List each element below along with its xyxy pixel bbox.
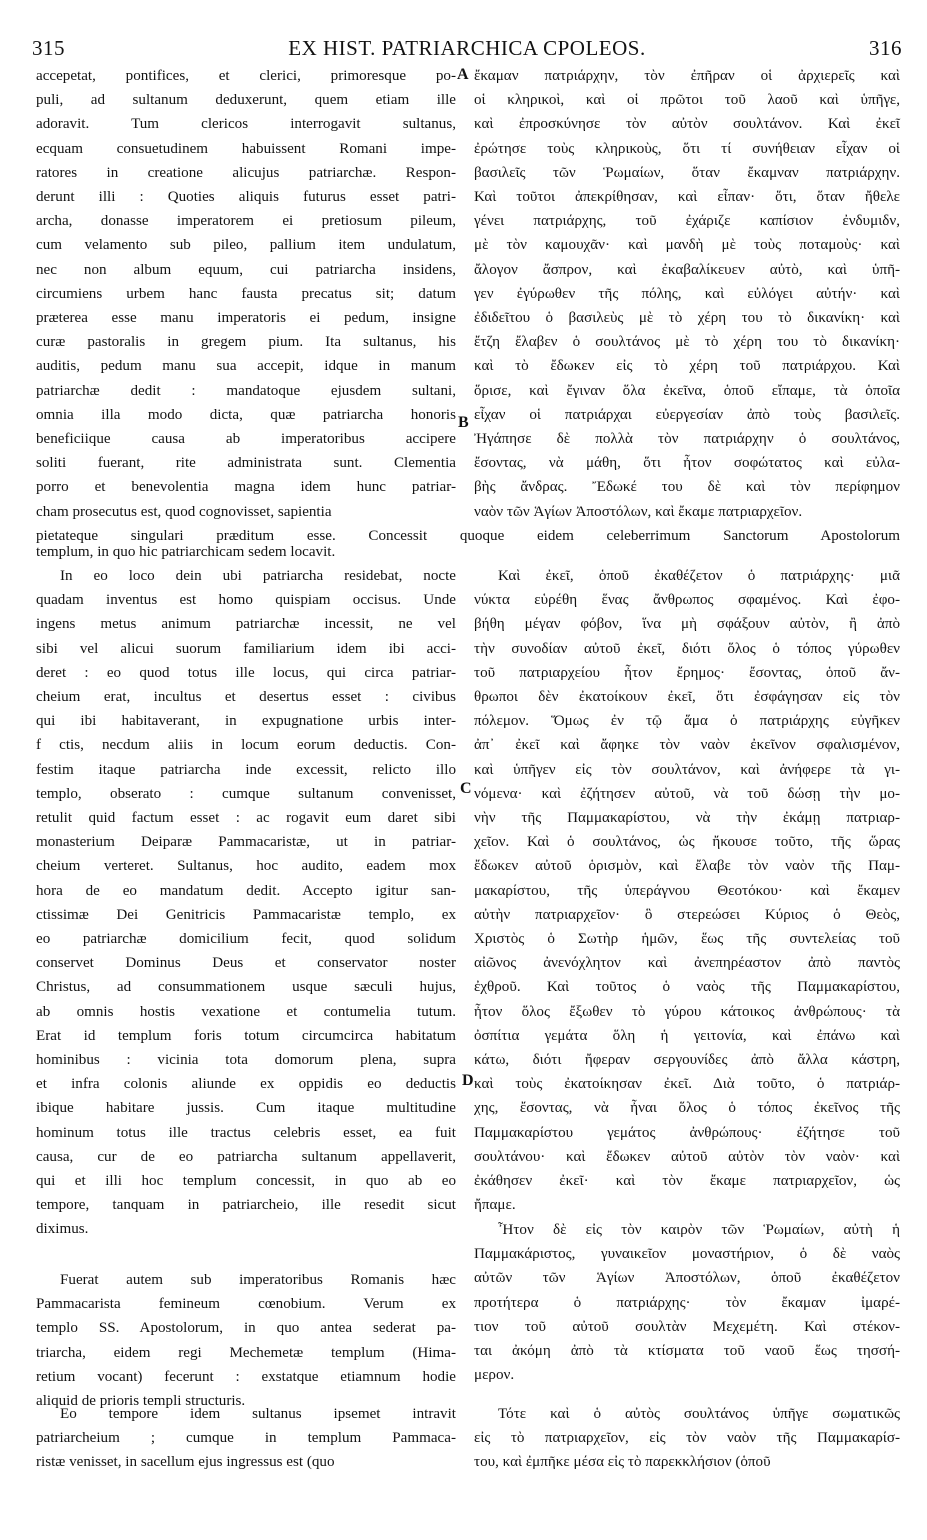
- margin-marker-c: C: [460, 780, 472, 797]
- text-line: εἰς τὸ πατριαρχεῖον, εἰς τὸν ναὸν τῆς Παμμακαρίσ-: [474, 1430, 900, 1447]
- page-number-left: 315: [32, 36, 65, 60]
- text-line: Τότε καὶ ὁ αὐτὸς σουλτάνος ὑπῆγε σωματικῶς: [498, 1406, 900, 1422]
- text-line: patriarchæ dedit : mandatoque ejusdem sultani,: [36, 382, 456, 399]
- margin-marker-a: A: [457, 66, 469, 83]
- text-line: cham prosecutus est, quod cognovisset, sapientia: [36, 503, 332, 520]
- text-line: puli, ad sultanum deduxerunt, quem etiam ille: [36, 92, 456, 109]
- page-header: [32, 36, 902, 64]
- text-line: Ἠγάπησε δὲ πολλὰ τὸν πατριάρχην ὁ σουλτάνος,: [474, 431, 900, 448]
- text-line: μακαρίστου, τῆς ὑπεράγνου Θεοτόκου· καὶ ἔκαμεν: [474, 882, 900, 899]
- text-line: τὴν συνοδίαν αὐτοῦ ἐκεῖ, διότι ὅλος ὁ τόπος γύρωθεν: [474, 640, 900, 657]
- text-line: προτήτερα ὁ πατριάρχης· τὸν ἔκαμαν ἰμαρέ-: [474, 1294, 900, 1311]
- text-line: curæ pastoralis in gregem pium. Ita sultanus, his: [36, 334, 456, 351]
- page-number-right: 316: [869, 36, 902, 60]
- text-line: f ctis, necdum aliis in locum eorum deductis. Con-: [36, 737, 456, 754]
- text-line: Παμμακαρίστου γεμάτος ἀνθρώπους· ἐζήτησε τοῦ: [474, 1124, 900, 1141]
- text-line: καὶ ὑπῆγεν εἰς τὸν σουλτάνον, καὶ ἀνήφερε τὰ γι-: [474, 761, 900, 778]
- text-line: omnia illa modo dicta, quæ patriarcha honoris: [36, 406, 456, 423]
- text-line: ἐρώτησε τοὺς κληρικοὺς, ὅτι τί συνήθειαν εἶχαν οἱ: [474, 140, 900, 157]
- text-line: eo patriarchæ domicilium fecit, quod solidum: [36, 931, 456, 948]
- text-line: αὐτῶν τῶν Ἁγίων Ἀποστόλων, ὁποῦ ἐκαθέζετον: [474, 1270, 900, 1287]
- text-line: νόμενα· καὶ ἐζήτησεν αὐτοῦ, νὰ τοῦ δώσῃ τὴν μο-: [474, 785, 900, 802]
- text-line: hominibus : vicinia tota domorum plena, supra: [36, 1052, 456, 1069]
- text-line: hora de eo mandatum dedit. Accepto igitur san-: [36, 882, 456, 899]
- text-line: ται ἀκόμη ἀπὸ τὰ κτίσματα τοῦ ναοῦ ἕως τησσή-: [474, 1343, 900, 1360]
- text-line: Παμμακάριστος, γυναικεῖον μοναστήριον, ὁ δὲ ναὸς: [474, 1246, 900, 1263]
- text-line: retium vocant) fecerunt : exstatque etiamnum hodie: [36, 1368, 456, 1385]
- text-line: patriarcheium ; cumque in templum Pammaca-: [36, 1430, 456, 1447]
- text-line: Fuerat autem sub imperatoribus Romanis hæc: [60, 1272, 456, 1288]
- text-line: πόλεμον. Ὅμως ἐν τῷ ἅμα ὁ πατριάρχης εὐγῆκεν: [474, 713, 900, 730]
- text-line: templo SS. Apostolorum, in quo antea sederat pa-: [36, 1320, 456, 1337]
- text-line: γεν ἐγύρωθεν τῆς πόλης, καὶ εὐλόγει αὐτήν· καὶ: [474, 285, 900, 302]
- text-line: diximus.: [36, 1221, 89, 1238]
- text-line: cheium verteret. Sultanus, hoc audito, eadem mox: [36, 858, 456, 875]
- text-line: archa, donasse imperatorem ei pretiosum pileum,: [36, 213, 456, 230]
- text-line: ἐκάθησεν ἐκεῖ· καὶ τὸν ἔκαμε πατριαρχεῖον, ὡς: [474, 1173, 900, 1190]
- text-line: soliti fuerant, rite administrata sunt. Clementia: [36, 455, 456, 472]
- text-line: ἔσοντας, νὰ μάθη, ὅτι ἦτον σοφώτατος καὶ εὐλα-: [474, 455, 900, 472]
- text-line: retulit quid factum esset : ac rogavit eum daret sibi: [36, 810, 456, 827]
- text-line: Christus, ad consummationem usque sæculi hujus,: [36, 979, 456, 996]
- text-line: τιον τοῦ αὐτοῦ σουλτὰν Μεχεμέτη. Καὶ στέκον-: [474, 1318, 900, 1335]
- text-line: adoravit. Tum clericos interrogavit sultanus,: [36, 116, 456, 133]
- text-line: ἤπαμε.: [474, 1197, 516, 1214]
- text-line: tempore, tanquam in patriarcheio, ille resedit sicut: [36, 1197, 456, 1214]
- text-line: καὶ ἐπροσκύνησε τὸν αὐτὸν σουλτάνον. Καὶ ἐκεῖ: [474, 116, 900, 133]
- text-line: sibi vel alicui suorum familiarium idem ibi acci-: [36, 640, 456, 657]
- latin-paragraph-1-wide-end: templum, in quo hic patriarchicam sedem locavit.: [36, 544, 336, 560]
- text-line: ἔδωκεν αὐτοῦ ὁρισμὸν, καὶ ἔλαβε τὸν ναὸν τῆς Παμ-: [474, 858, 900, 875]
- text-line: τοῦ πατριαρχείου ἦτον ἔρημος· ἔσοντας, ὁποῦ ἄν-: [474, 664, 900, 681]
- text-line: ἐδιδεῖτου ὁ βασιλεὺς μὲ τὸ χέρη του τὸ δικανίκη· καὶ: [474, 310, 900, 327]
- text-line: νύκτα εὑρέθη ἕνας ἄνθρωπος σφαμένος. Καὶ ἐφο-: [474, 592, 900, 609]
- text-line: γένει πατριάρχης, τοῦ ἐχάριζε καπίσιον ἐνδυμιδν,: [474, 213, 900, 230]
- text-line: μὲ τὸν καμουχᾶν· καὶ μανδὴ μὲ τοὺς ποταμοὺς· καὶ: [474, 237, 900, 254]
- greek-paragraph-1: [474, 64, 900, 524]
- text-line: Erat id templum foris totum circumcirca habitatum: [36, 1027, 456, 1044]
- text-line: ὅρισε, καὶ ἔγιναν ὅλα ἐκεῖνα, ὁποῦ εἴπαμε, τὰ ὁποῖα: [474, 382, 900, 399]
- text-line: præterea esse manu imperatoris ei pedum, insigne: [36, 310, 456, 327]
- text-line: ἔκαμαν πατριάρχην, τὸν ἐπῆραν οἱ ἀρχιερεῖς καὶ: [474, 68, 900, 84]
- text-line: ctissimæ Dei Genitricis Pammacaristæ templo, ex: [36, 906, 456, 923]
- text-line: et infra colonis aliunde ex oppidis eo deductis: [36, 1076, 456, 1093]
- text-line: festim itaque patriarcha inde excessit, relicto illo: [36, 761, 456, 778]
- text-line: ἀπ᾽ ἐκεῖ καὶ ἄφηκε τὸν ναὸν ἐκεῖνον σφαλισμένον,: [474, 737, 900, 754]
- text-line: triarcha, eidem regi Mechemetæ templum (Hima-: [36, 1344, 456, 1361]
- text-line: aliquid de prioris templi structuris.: [36, 1393, 246, 1410]
- text-line: κάτω, διότι ἤφεραν σεργουνίδες ἀπὸ ἄλλα κάστρη,: [474, 1052, 900, 1069]
- text-line: χεῖον. Καὶ ὁ σουλτάνος, ὡς ἤκουσε τοῦτο, τῆς ὥρας: [474, 834, 900, 851]
- text-line: auditis, pedum manu sua accepit, idque in manum: [36, 358, 456, 375]
- text-line: circumiens urbem hanc fausta precatus sit; datum: [36, 285, 456, 302]
- text-line: ecquam consuetudinem habuissent Romani impe-: [36, 140, 456, 157]
- text-line: καὶ τὸ ἔδωκεν εἰς τὸ χέρη τοῦ πατριάρχου. Καὶ: [474, 358, 900, 375]
- text-line: In eo loco dein ubi patriarcha residebat, nocte: [60, 568, 456, 584]
- text-line: σουλτάνου· καὶ ἔδωκεν αὐτοῦ αὐτὸν τὸν ναὸν· καὶ: [474, 1148, 900, 1165]
- latin-paragraph-3: [36, 1268, 456, 1413]
- text-line: Ἦτον δὲ εἰς τὸν καιρὸν τῶν Ῥωμαίων, αὐτὴ ἡ: [498, 1222, 900, 1238]
- text-line: ἐχθροῦ. Καὶ τοῦτος ὁ ναὸς τῆς Παμμακαρίστου,: [474, 979, 900, 996]
- text-line: ristæ venisset, in sacellum ejus ingressus est (quo: [36, 1454, 335, 1471]
- text-line: quadam inventus est homo quispiam occisus. Unde: [36, 592, 456, 609]
- text-line: cum velamento sub pileo, pallium item undulatum,: [36, 237, 456, 254]
- text-line: deret : eo quod totus ille locus, qui circa patriar-: [36, 664, 456, 681]
- text-line: conservet Dominus Deus et conservator noster: [36, 955, 456, 972]
- text-line: monasterium Deiparæ Pammacaristæ, ut in patriar-: [36, 834, 456, 851]
- text-line: εἶχαν οἱ πατριάρχαι εὐεργεσίαν ἀπὸ τοὺς βασιλεῖς.: [474, 406, 900, 423]
- text-line: ibique habitare jussis. Cum itaque multitudine: [36, 1100, 456, 1117]
- text-line: Pammacarista femineum cœnobium. Verum ex: [36, 1296, 456, 1313]
- text-line: βασιλεῖς τῶν Ῥωμαίων, ὅταν ἔκαμναν πατριάρχην.: [474, 164, 900, 181]
- text-line: βήθη μέγαν φόβον, ἵνα μὴ σφάξουν αὐτὸν, ἢ ἀπὸ: [474, 616, 900, 633]
- text-line: derunt illi : Quoties aliquis futurus esset patri-: [36, 189, 456, 206]
- text-line: ab omnis hostis vexatione et contumelia tutum.: [36, 1003, 456, 1020]
- text-line: ratores in creatione alicujus patriarchæ. Respon-: [36, 164, 456, 181]
- text-line: beneficiique causa ab imperatoribus accipere: [36, 431, 456, 448]
- text-line: hominum totus ille tractus celebris esset, ea fuit: [36, 1124, 456, 1141]
- text-line: βὴς ἄνδρας. Ἔδωκέ του δὲ καὶ τὸν περίφημον: [474, 479, 900, 496]
- text-line: qui ibi habitaverant, in expugnatione urbis inter-: [36, 713, 456, 730]
- text-line: οἱ κληρικοὶ, καὶ οἱ πρῶτοι τοῦ λαοῦ καὶ ὑπῆγε,: [474, 92, 900, 109]
- text-line: nec non album equum, cui patriarcha insidens,: [36, 261, 456, 278]
- text-line: Eo tempore idem sultanus ipsemet intravit: [60, 1406, 456, 1422]
- text-line: ναὸν τῶν Ἁγίων Ἀποστόλων, καὶ ἔκαμε πατριαρχεῖον.: [474, 503, 803, 520]
- text-line: θρωποι δὲν ἐκατοίκουν ἐκεῖ, ὅτι ἐσφάγησαν εἰς τὸν: [474, 689, 900, 706]
- text-line: μερον.: [474, 1367, 515, 1384]
- text-line: Χριστὸς ὁ Σωτὴρ ἡμῶν, ἕως τῆς συντελείας τοῦ: [474, 931, 900, 948]
- text-line: ingens metus animum patriarchæ incessit, ne vel: [36, 616, 456, 633]
- text-line: qui et illi hoc templum concessit, in quo ab eo: [36, 1173, 456, 1190]
- text-line: porro et benevolentia magna idem hunc patriar-: [36, 479, 456, 496]
- text-line: του, καὶ ἐμπῆκε μέσα εἰς τὸ παρεκκλήσιον (ὁποῦ: [474, 1454, 771, 1471]
- text-line: cheium erat, incultus et desertus esset : civibus: [36, 689, 456, 706]
- text-line: Καὶ ἐκεῖ, ὁποῦ ἐκαθέζετον ὁ πατριάρχης· μιᾶ: [498, 568, 900, 584]
- latin-paragraph-1-wide-line: pietateque singulari præditum esse. Concessit quoque eidem celeberrimum Sanctorum Apostolorum: [36, 528, 900, 544]
- text-line: ἔτζη ἔλαβεν ὁ σουλτάνος μὲ τὸ χέρη του τὸ δικανίκη·: [474, 334, 900, 351]
- text-line: αἰῶνος ἀνενόχλητον καὶ ἀνεπηρέαστον ἀπὸ παντὸς: [474, 955, 900, 972]
- greek-paragraph-3: [474, 1218, 900, 1387]
- text-line: templo, obserato : cumque sultanum convenisset,: [36, 785, 456, 802]
- text-line: ὀσπίτια γεμάτα ὅλη ἡ γειτονία, καὶ ἐπάνω καὶ: [474, 1027, 900, 1044]
- text-line: causa, cur de eo patriarcha sultanum appellaverit,: [36, 1148, 456, 1165]
- text-line: accepetat, pontifices, et clerici, primoresque po-: [36, 68, 456, 84]
- greek-paragraph-2: [474, 564, 900, 1217]
- latin-paragraph-4: [36, 1402, 456, 1475]
- margin-marker-b: B: [458, 414, 469, 431]
- text-line: χης, ἔσοντας, νὰ ἦναι ὅλος ὁ τόπος ἐκεῖνος τῆς: [474, 1100, 900, 1117]
- running-title: EX HIST. PATRIARCHICA CPOLEOS.: [288, 36, 646, 60]
- greek-paragraph-4: [474, 1402, 900, 1475]
- text-line: αὐτὴν πατριαρχεῖον· ὃ στερεώσει Κύριος ὁ Θεὸς,: [474, 906, 900, 923]
- text-line: ἦτον ὅλος ἔξωθεν τὸ γύρου κάτοικος ἀνθρώπους· τὰ: [474, 1003, 900, 1020]
- text-line: καὶ τοὺς ἐκατοίκησαν ἐκεῖ. Διὰ τοῦτο, ὁ πατριάρ-: [474, 1076, 900, 1093]
- latin-paragraph-2: [36, 564, 456, 1242]
- margin-marker-d: D: [462, 1072, 474, 1089]
- text-line: Καὶ τοῦτοι ἀπεκρίθησαν, καὶ εἶπαν· ὅτι, ὅταν ἤθελε: [474, 189, 900, 206]
- text-line: ἄλογον ἄσπρον, καὶ ἐκαβαλίκευεν αὐτὸ, καὶ ὑπῆ-: [474, 261, 900, 278]
- latin-paragraph-1: [36, 64, 456, 524]
- text-line: νὴν τῆς Παμμακαρίστου, νὰ τὴν ἐκάμῃ πατριαρ-: [474, 810, 900, 827]
